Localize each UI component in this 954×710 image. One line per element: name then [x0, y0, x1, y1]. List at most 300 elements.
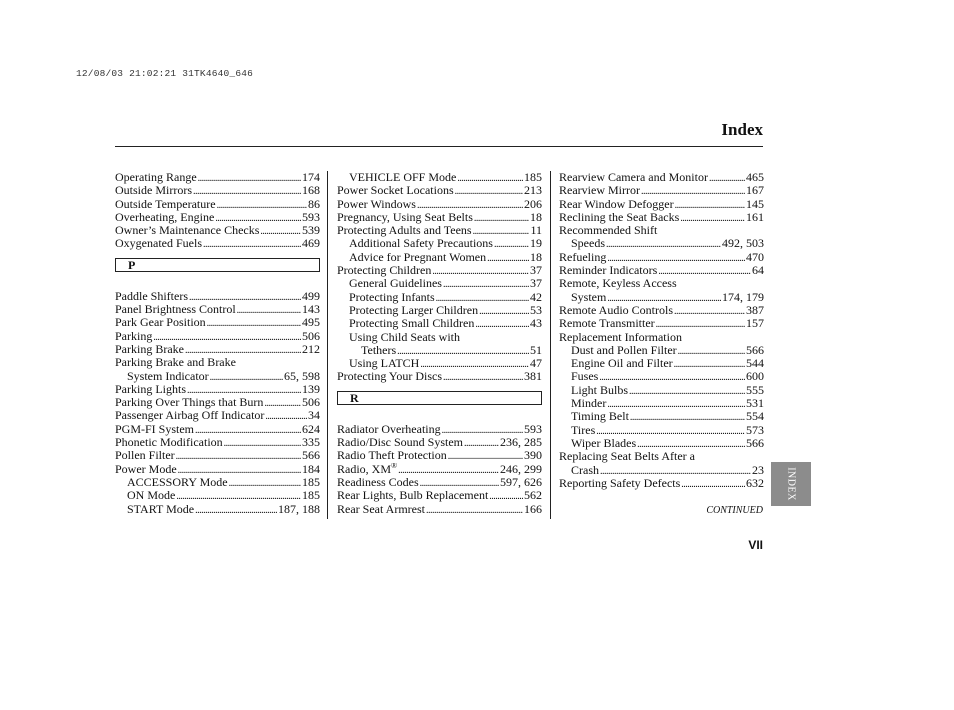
entry-label: System Indicator — [127, 369, 209, 383]
entry-label: Light Bulbs — [571, 383, 629, 397]
page-reference: 566 — [302, 449, 320, 463]
index-subentry — [559, 397, 764, 410]
entry-text — [559, 277, 677, 290]
index-subentry — [559, 291, 764, 304]
entry-text — [559, 184, 640, 197]
index-entry — [115, 463, 320, 476]
entry-label: Rear Lights, Bulb Replacement — [337, 489, 489, 503]
page-reference: 335 — [302, 436, 320, 450]
dot-leader — [207, 317, 301, 329]
entry-label: Reminder Indicators — [559, 264, 658, 278]
dot-leader — [674, 305, 745, 317]
index-entry — [559, 264, 764, 277]
entry-label: Protecting Your Discs — [337, 370, 443, 384]
page-reference: 236, 285 — [500, 436, 542, 450]
column-divider — [327, 171, 328, 519]
index-entry — [337, 370, 542, 383]
entry-label: Pollen Filter — [115, 449, 175, 463]
page-reference: 632 — [746, 476, 764, 490]
entry-text — [559, 171, 708, 184]
index-entry — [337, 224, 542, 237]
page-reference: 18 — [530, 250, 542, 264]
entry-text — [115, 198, 216, 211]
entry-text — [115, 396, 263, 409]
dot-leader — [629, 385, 745, 397]
index-entry — [337, 503, 542, 516]
page-reference: 37 — [530, 277, 542, 291]
dot-leader — [195, 504, 277, 516]
index-thumb-tab — [771, 462, 811, 506]
index-subentry — [337, 237, 542, 250]
entry-label: Rear Seat Armrest — [337, 502, 425, 516]
index-entry — [337, 211, 542, 224]
dot-leader — [607, 252, 745, 264]
entry-label: Reclining the Seat Backs — [559, 210, 680, 224]
page-reference: 539 — [302, 224, 320, 238]
index-entry — [559, 450, 764, 463]
entry-label: Rearview Camera and Monitor — [559, 171, 708, 184]
entry-label: Refueling — [559, 250, 607, 264]
entry-text — [115, 303, 236, 316]
entry-label: Remote Transmitter — [559, 317, 655, 331]
entry-label: Parking Brake and Brake — [115, 356, 236, 370]
entry-text — [115, 224, 259, 237]
index-subentry — [337, 304, 542, 317]
page-reference: 206 — [524, 197, 542, 211]
dot-leader — [178, 464, 301, 476]
index-entry — [115, 409, 320, 422]
page-reference: 185 — [302, 489, 320, 503]
entry-text — [571, 410, 629, 423]
entry-text — [115, 237, 202, 250]
index-subentry — [337, 331, 542, 344]
dot-leader — [153, 331, 301, 343]
index-subentry — [337, 317, 542, 330]
dot-leader — [681, 478, 745, 490]
page-reference: 566 — [746, 343, 764, 357]
dot-leader — [189, 291, 301, 303]
entry-text — [559, 251, 606, 264]
page-reference: 213 — [524, 184, 542, 198]
dot-leader — [210, 371, 283, 383]
entry-label: Parking Brake — [115, 342, 184, 356]
page-reference: 11 — [530, 224, 542, 238]
index-entry — [559, 477, 764, 490]
entry-text — [349, 331, 460, 344]
index-entry — [115, 171, 320, 184]
page-reference: 381 — [524, 370, 542, 384]
entry-text — [115, 409, 264, 422]
entry-label: PGM-FI System — [115, 422, 195, 436]
continued-note: CONTINUED — [706, 505, 763, 516]
index-entry — [115, 449, 320, 462]
index-entry — [559, 331, 764, 344]
entry-label: Recommended Shift — [559, 224, 658, 238]
entry-label: Parking — [115, 329, 153, 343]
index-entry — [337, 476, 542, 489]
index-entry — [337, 198, 542, 211]
index-subentry — [115, 476, 320, 489]
index-entry — [115, 290, 320, 303]
entry-text — [349, 237, 493, 250]
page-reference: 168 — [302, 184, 320, 198]
page-reference: 43 — [530, 317, 542, 331]
index-entry — [559, 317, 764, 330]
entry-text — [337, 489, 488, 502]
entry-label: ON Mode — [127, 489, 176, 503]
dot-leader — [637, 438, 745, 450]
entry-label: Replacing Seat Belts After a — [559, 450, 695, 464]
page-reference: 624 — [302, 422, 320, 436]
dot-leader — [260, 225, 301, 237]
page-reference: 387 — [746, 303, 764, 317]
print-timestamp: 12/08/03 21:02:21 31TK4640_646 — [76, 68, 254, 79]
entry-text — [337, 264, 431, 277]
dot-leader — [436, 292, 529, 304]
entry-label: Protecting Infants — [349, 290, 435, 304]
index-column-1 — [115, 171, 320, 516]
index-entry — [115, 423, 320, 436]
index-subentry — [337, 171, 542, 184]
entry-label: Replacement Information — [559, 330, 682, 344]
entry-label: Engine Oil and Filter — [571, 357, 673, 371]
entry-label: Phonetic Modification — [115, 436, 223, 450]
header-rule — [115, 146, 763, 147]
page-reference: 184 — [302, 462, 320, 476]
dot-leader — [237, 304, 301, 316]
entry-text — [559, 224, 657, 237]
dot-leader — [489, 490, 523, 502]
entry-text — [337, 476, 419, 489]
page-reference: 470 — [746, 250, 764, 264]
page-reference: 566 — [746, 436, 764, 450]
entry-label: Pregnancy, Using Seat Belts — [337, 210, 473, 224]
dot-leader — [187, 384, 301, 396]
entry-text — [559, 317, 655, 330]
entry-label: Additional Safety Precautions — [349, 237, 493, 251]
entry-text — [571, 357, 673, 370]
index-subentry — [559, 344, 764, 357]
entry-label: Power Socket Locations — [337, 184, 454, 198]
index-entry — [115, 224, 320, 237]
entry-label: Using Child Seats with — [349, 330, 461, 344]
index-entry — [337, 423, 542, 436]
entry-text — [115, 343, 184, 356]
entry-text — [559, 211, 679, 224]
entry-label: VEHICLE OFF Mode — [349, 171, 457, 184]
entry-label: Outside Temperature — [115, 197, 216, 211]
entry-label: Passenger Airbag Off Indicator — [115, 409, 265, 423]
dot-leader — [217, 199, 307, 211]
page-reference: 506 — [302, 329, 320, 343]
entry-text — [337, 436, 463, 449]
index-subentry — [337, 277, 542, 290]
entry-text — [115, 171, 197, 184]
index-subentry — [337, 357, 542, 370]
page-reference: 495 — [302, 316, 320, 330]
index-subentry — [337, 344, 542, 357]
dot-leader — [398, 464, 499, 476]
index-entry — [337, 264, 542, 277]
index-column-3 — [559, 171, 764, 490]
dot-leader — [432, 265, 529, 277]
entry-label: Fuses — [571, 370, 599, 384]
dot-leader — [224, 437, 301, 449]
page-reference: 47 — [530, 357, 542, 371]
index-subentry — [115, 503, 320, 516]
dot-leader — [198, 172, 301, 184]
page-reference: 65, 598 — [284, 369, 320, 383]
index-subentry — [559, 237, 764, 250]
dot-leader — [607, 292, 721, 304]
index-subentry — [559, 424, 764, 437]
entry-label: Panel Brightness Control — [115, 303, 236, 317]
index-subentry — [559, 370, 764, 383]
entry-label: System — [571, 290, 607, 304]
page-reference: 37 — [530, 264, 542, 278]
page-reference: 469 — [302, 237, 320, 251]
index-entry — [337, 489, 542, 502]
page-reference: 167 — [746, 184, 764, 198]
page-title: Index — [721, 120, 763, 139]
dot-leader — [473, 225, 530, 237]
entry-text — [115, 383, 186, 396]
index-entry — [115, 316, 320, 329]
entry-text — [337, 211, 473, 224]
dot-leader — [442, 424, 523, 436]
dot-leader — [448, 450, 523, 462]
index-entry — [115, 237, 320, 250]
entry-text — [337, 463, 397, 476]
dot-leader — [596, 425, 745, 437]
entry-label: Tires — [571, 423, 596, 437]
index-subentry — [559, 410, 764, 423]
entry-text — [127, 503, 194, 516]
page-reference: 145 — [746, 197, 764, 211]
entry-text — [115, 463, 177, 476]
entry-text — [571, 464, 599, 477]
page-reference: 390 — [524, 449, 542, 463]
dot-leader — [494, 238, 529, 250]
entry-label: General Guidelines — [349, 277, 442, 291]
page-reference: 600 — [746, 370, 764, 384]
registered-mark: ® — [391, 462, 398, 470]
entry-text — [115, 316, 206, 329]
entry-label: Park Gear Position — [115, 316, 206, 330]
entry-text — [571, 397, 606, 410]
index-entry — [337, 436, 542, 449]
section-letter-header: R — [337, 391, 542, 405]
entry-text — [337, 198, 416, 211]
page-reference: 492, 503 — [722, 237, 764, 251]
entry-text — [571, 291, 606, 304]
index-entry — [337, 184, 542, 197]
index-subentry — [559, 357, 764, 370]
index-entry — [559, 304, 764, 317]
dot-leader — [443, 371, 523, 383]
dot-leader — [464, 437, 499, 449]
index-subentry — [337, 251, 542, 264]
index-entry — [115, 198, 320, 211]
dot-leader — [641, 185, 745, 197]
entry-label: Protecting Small Children — [349, 317, 475, 331]
page-reference: 212 — [302, 342, 320, 356]
page-reference: 34 — [308, 409, 320, 423]
entry-label: Radio/Disc Sound System — [337, 436, 464, 450]
entry-label: Advice for Pregnant Women — [349, 250, 487, 264]
page-reference: 246, 299 — [500, 462, 542, 476]
entry-label: Remote Audio Controls — [559, 303, 673, 317]
entry-label: Speeds — [571, 237, 605, 251]
entry-text — [571, 237, 605, 250]
page-reference: 554 — [746, 410, 764, 424]
entry-label: Parking Over Things that Burn — [115, 396, 264, 410]
entry-label: Crash — [571, 463, 599, 477]
index-entry — [115, 330, 320, 343]
page-reference: 562 — [524, 489, 542, 503]
entry-label: START Mode — [127, 502, 195, 516]
dot-leader — [229, 477, 301, 489]
entry-text — [337, 503, 425, 516]
index-entry — [115, 396, 320, 409]
dot-leader — [203, 238, 301, 250]
entry-label: Timing Belt — [571, 410, 629, 424]
page-reference: 18 — [530, 210, 542, 224]
dot-leader — [678, 345, 745, 357]
index-tab-label: INDEX — [785, 467, 797, 501]
entry-label: Power Windows — [337, 197, 416, 211]
entry-text — [571, 424, 595, 437]
page-reference: 157 — [746, 317, 764, 331]
index-subentry — [337, 291, 542, 304]
entry-label: Parking Lights — [115, 382, 186, 396]
entry-label: Protecting Adults and Teens — [337, 224, 472, 238]
index-entry — [559, 251, 764, 264]
entry-text — [337, 184, 454, 197]
entry-label: Radiator Overheating — [337, 422, 441, 436]
entry-text — [115, 290, 188, 303]
entry-label: Reporting Safety Defects — [559, 476, 681, 490]
dot-leader — [176, 450, 301, 462]
page-reference: 573 — [746, 423, 764, 437]
entry-label: Power Mode — [115, 462, 177, 476]
index-entry — [115, 436, 320, 449]
dot-leader — [215, 212, 301, 224]
entry-text — [571, 437, 636, 450]
index-entry — [559, 171, 764, 184]
dot-leader — [599, 371, 745, 383]
entry-text — [115, 211, 214, 224]
dot-leader — [475, 318, 529, 330]
index-entry — [115, 211, 320, 224]
entry-text — [571, 384, 628, 397]
dot-leader — [607, 398, 745, 410]
entry-label: Using LATCH — [349, 357, 420, 371]
index-entry — [115, 184, 320, 197]
page-reference: 174 — [302, 171, 320, 184]
entry-text — [349, 304, 478, 317]
entry-text — [115, 356, 236, 369]
entry-text — [337, 423, 441, 436]
index-subentry — [559, 464, 764, 477]
entry-label: Tethers — [361, 343, 397, 357]
page-reference: 64 — [752, 264, 764, 278]
index-subentry — [115, 370, 320, 383]
entry-label: Rear Window Defogger — [559, 197, 674, 211]
dot-leader — [630, 411, 745, 423]
entry-text — [559, 331, 682, 344]
dot-leader — [420, 358, 529, 370]
dot-leader — [474, 212, 529, 224]
entry-text — [559, 304, 673, 317]
entry-label: Minder — [571, 397, 607, 411]
entry-text — [349, 171, 456, 184]
entry-text — [559, 450, 695, 463]
entry-label: Radio, XM — [337, 462, 391, 476]
section-letter-header: P — [115, 258, 320, 272]
dot-leader — [606, 238, 721, 250]
dot-leader — [680, 212, 745, 224]
page-reference: 161 — [746, 210, 764, 224]
index-subentry — [115, 489, 320, 502]
entry-text — [361, 344, 396, 357]
entry-label: Wiper Blades — [571, 436, 637, 450]
entry-text — [571, 370, 598, 383]
page-reference: 544 — [746, 357, 764, 371]
index-entry — [337, 449, 542, 462]
dot-leader — [600, 465, 751, 477]
page-reference: 19 — [530, 237, 542, 251]
entry-text — [127, 370, 209, 383]
index-subentry — [559, 437, 764, 450]
index-entry — [559, 211, 764, 224]
page-reference: 86 — [308, 197, 320, 211]
index-entry — [115, 343, 320, 356]
dot-leader — [185, 344, 301, 356]
entry-label: Rearview Mirror — [559, 184, 640, 198]
page-reference: 185 — [302, 475, 320, 489]
dot-leader — [487, 252, 529, 264]
entry-label: Radio Theft Protection — [337, 449, 447, 463]
dot-leader — [674, 358, 745, 370]
page-reference: 174, 179 — [722, 290, 764, 304]
index-entry — [559, 184, 764, 197]
entry-text — [349, 317, 474, 330]
entry-text — [571, 344, 677, 357]
page-reference: 143 — [302, 303, 320, 317]
page-reference: 53 — [530, 303, 542, 317]
page-reference: 593 — [524, 422, 542, 436]
entry-text — [115, 184, 192, 197]
page-reference: 593 — [302, 210, 320, 224]
entry-text — [349, 291, 435, 304]
entry-label: Remote, Keyless Access — [559, 277, 677, 291]
index-entry — [559, 277, 764, 290]
dot-leader — [417, 199, 523, 211]
dot-leader — [455, 185, 523, 197]
page-reference: 51 — [530, 343, 542, 357]
entry-text — [115, 449, 175, 462]
entry-text — [127, 489, 175, 502]
dot-leader — [656, 318, 745, 330]
page-reference: 506 — [302, 396, 320, 410]
index-subentry — [559, 384, 764, 397]
page-reference: 23 — [752, 463, 764, 477]
page-reference: 139 — [302, 382, 320, 396]
page-reference: 166 — [524, 502, 542, 516]
page-reference: 42 — [530, 290, 542, 304]
index-entry — [337, 463, 542, 476]
